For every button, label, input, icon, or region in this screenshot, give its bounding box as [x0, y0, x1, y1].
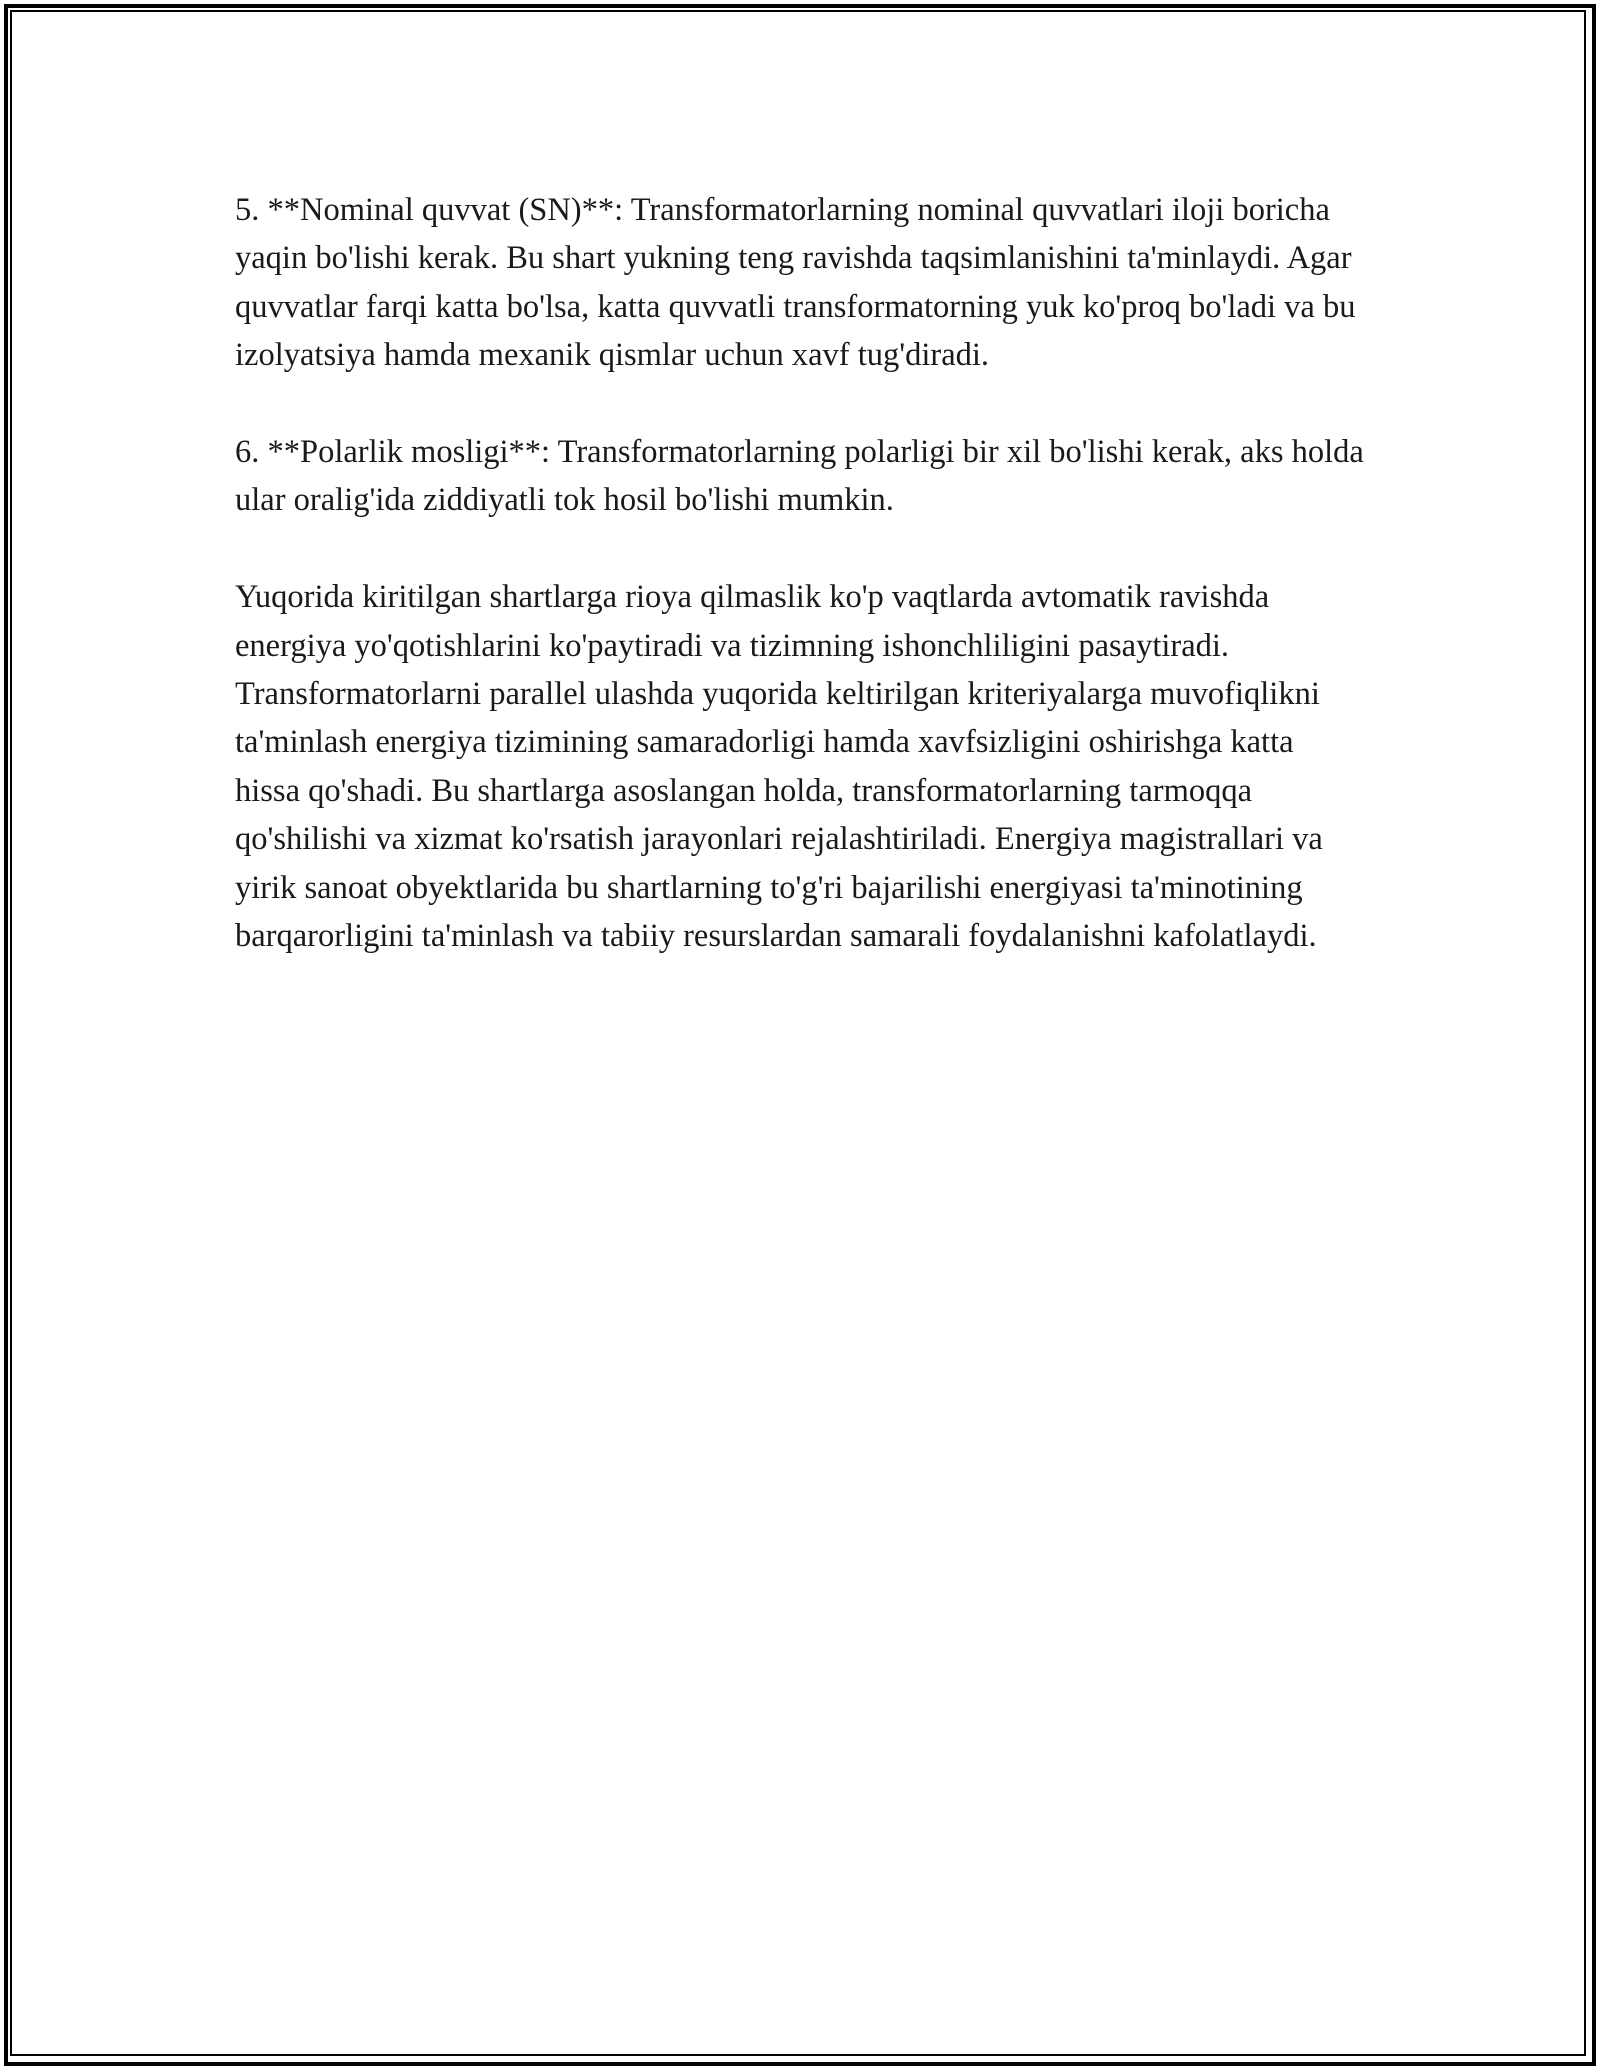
paragraph-conclusion: Yuqorida kiritilgan shartlarga rioya qilmaslik ko'p vaqtlarda avtomatik ravishda energiya yo'qotishlarini ko'paytiradi va tizimning ishonchliligini pasaytiradi. Transformatorlarni parallel ulashda yuqorida keltirilgan kriteriyalarga muvofiqlikni ta'minlash energiya tizimining samaradorligi hamda xavfsizligini oshirishga katta hissa qo'shadi. Bu shartlarga asoslangan holda, transformatorlarning tarmoqqa qo'shilishi va xizmat ko'rsatish jarayonlari rejalashtiriladi. Energiya magistrallari va yirik sanoat obyektlarida bu shartlarning to'g'ri bajarilishi energiyasi ta'minotining barqarorligini ta'minlash va tabiiy resurslardan samarali foydalanishni kafolatlaydi. — [235, 579, 1323, 955]
paragraph-polarity: 6. **Polarlik mosligi**: Transformatorlarning polarligi bir xil bo'lishi kerak, aks holda ular oralig'ida ziddiyatli tok hosil bo'lishi mumkin. — [235, 434, 1364, 519]
document-body — [235, 186, 1365, 960]
paragraph-nominal-power: 5. **Nominal quvvat (SN)**: Transformatorlarning nominal quvvatlari iloji boricha yaqin bo'lishi kerak. Bu shart yukning teng ravishda taqsimlanishini ta'minlaydi. Agar quvvatlar farqi katta bo'lsa, katta quvvatli transformatorning yuk ko'proq bo'ladi va bu izolyatsiya hamda mexanik qismlar uchun xavf tug'diradi. — [235, 192, 1356, 374]
